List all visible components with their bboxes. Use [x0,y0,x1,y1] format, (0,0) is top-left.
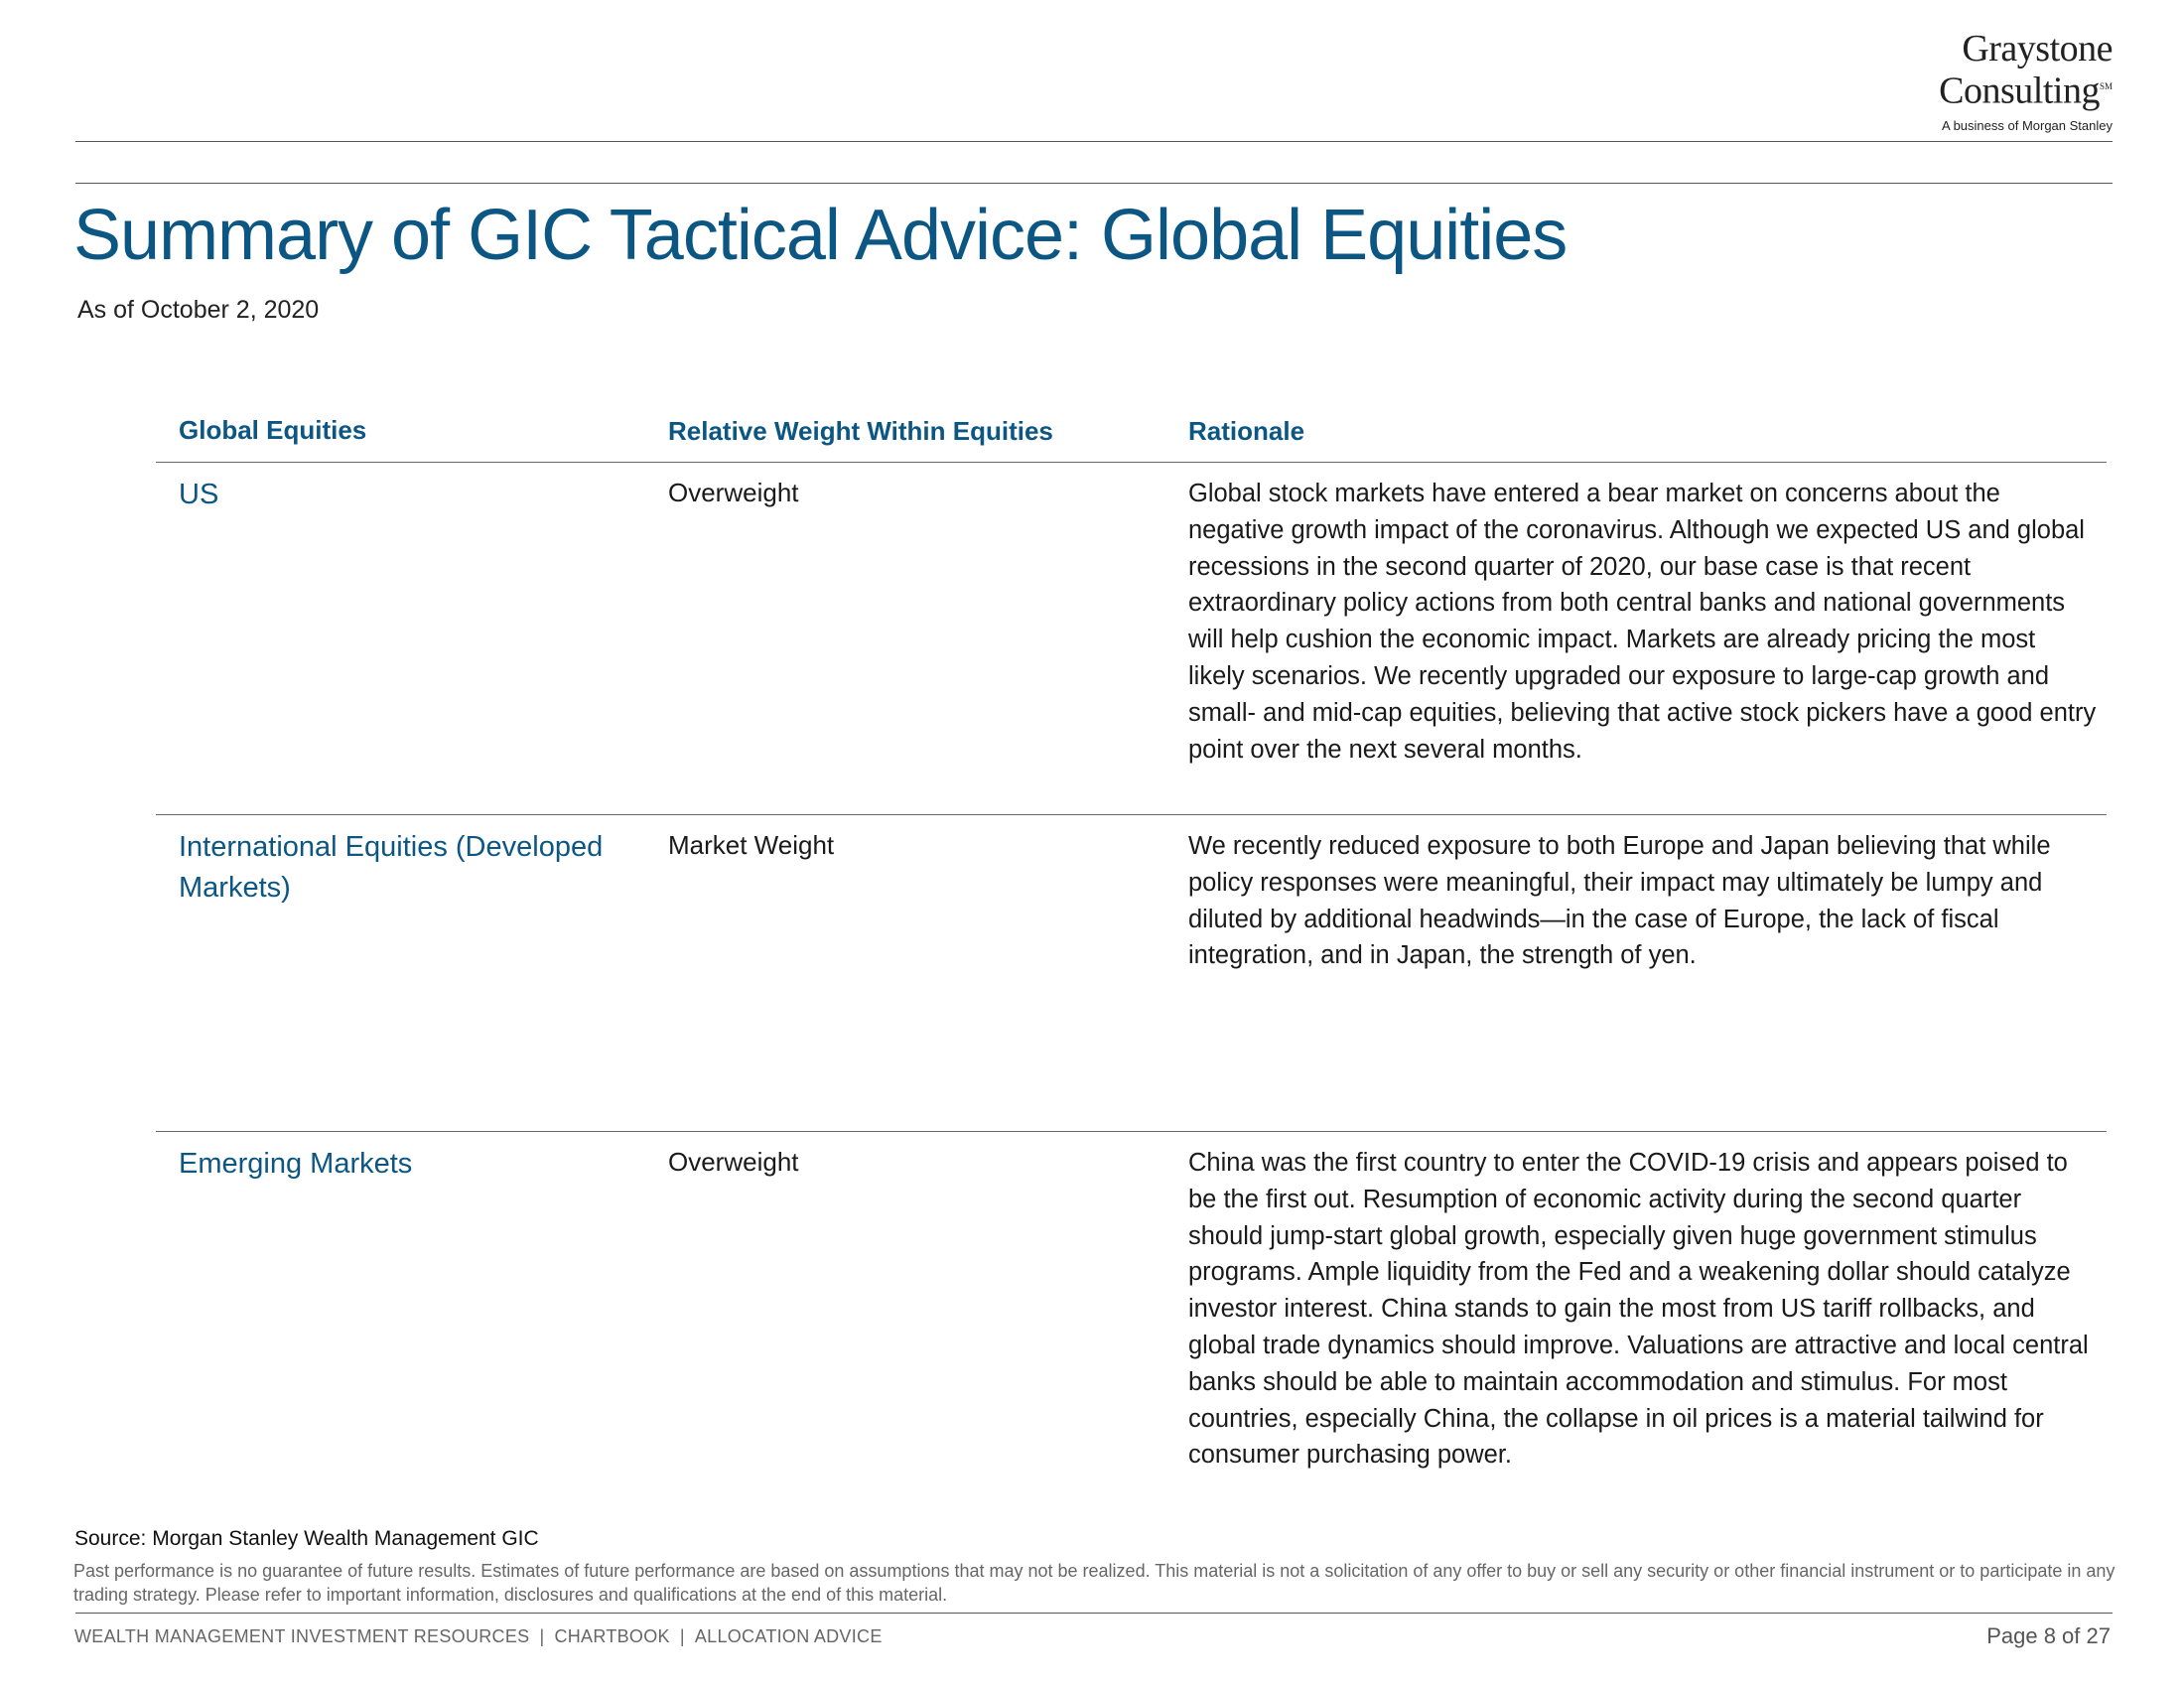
footer-section: WEALTH MANAGEMENT INVESTMENT RESOURCES [74,1626,530,1646]
footer-section: CHARTBOOK [554,1626,670,1646]
row-divider [156,814,2107,815]
row-name-international: International Equities (Developed Markets) [179,831,604,904]
column-header-rationale: Rationale [1188,416,1305,446]
disclaimer: Past performance is no guarantee of future results. Estimates of future performance are based on assumptions that may not be realized. This material is not a solicitation of any offer to buy or sell any security or other financial instrument or to participate in any trading strategy. Please refer to important information, disclosures and qualifications at the end of this material. [73,1561,2116,1605]
row-rationale-emerging: China was the first country to enter the COVID-19 crisis and appears poised to be the first out. Resumption of economic activity during the second quarter should jump-start global growth, especially given huge government stimulus programs. Ample liquidity from the Fed and a weakening dollar should catalyze investor interest. China stands to gain the most from US tariff rollbacks, and global trade dynamics should improve. Valuations are attractive and local central banks should be able to maintain accommodation and stimulus. For most countries, especially China, the collapse in oil prices is a material tailwind for consumer purchasing power. [1188,1149,2089,1470]
graystone-logo [1939,30,2113,133]
row-rationale-international: We recently reduced exposure to both Europe and Japan believing that while policy responses were meaningful, their impact may ultimately be lumpy and diluted by additional headwinds—in the case of Europe, the lack of fiscal integration, and in Japan, the strength of yen. [1188,832,2051,970]
source-note: Source: Morgan Stanley Wealth Management GIC [74,1527,539,1550]
header-divider [75,141,2113,142]
footer-section: ALLOCATION ADVICE [694,1626,883,1646]
table-header-divider [156,462,2107,463]
column-header-relative-weight: Relative Weight Within Equities [668,416,1053,446]
page-title: Summary of GIC Tactical Advice: Global Equities [73,196,1568,275]
as-of-date: As of October 2, 2020 [77,296,320,324]
footer-separator: | [539,1626,545,1646]
row-weight-emerging: Overweight [668,1147,799,1177]
logo-line2-text: Consulting [1939,70,2100,112]
row-name-emerging: Emerging Markets [179,1148,413,1180]
footer-divider [75,1613,2113,1614]
service-mark: SM [2099,81,2113,91]
title-divider [75,183,2113,184]
row-weight-us: Overweight [668,478,799,507]
row-divider [156,1131,2107,1132]
footer-separator: | [679,1626,685,1646]
logo-tagline: A business of Morgan Stanley [1942,117,2113,133]
logo-line2 [1939,68,2113,110]
row-name-us: US [179,479,219,510]
page-number: Page 8 of 27 [1986,1623,2111,1648]
row-weight-international: Market Weight [668,830,835,860]
row-rationale-us: Global stock markets have entered a bear market on concerns about the negative growth impact of the coronavirus. Although we expected US and global recessions in the second quarter of 2020, our base case is that recent extraordinary policy actions from both central banks and national governments will help cushion the economic impact. Markets are already pricing the most likely scenarios. We recently upgraded our exposure to large-cap growth and small- and mid-cap equities, believing that active stock pickers have a good entry point over the next several months. [1188,480,2097,764]
footer-breadcrumb [74,1626,883,1647]
column-header-global-equities: Global Equities [179,415,367,445]
logo-line1: Graystone [1962,28,2113,70]
